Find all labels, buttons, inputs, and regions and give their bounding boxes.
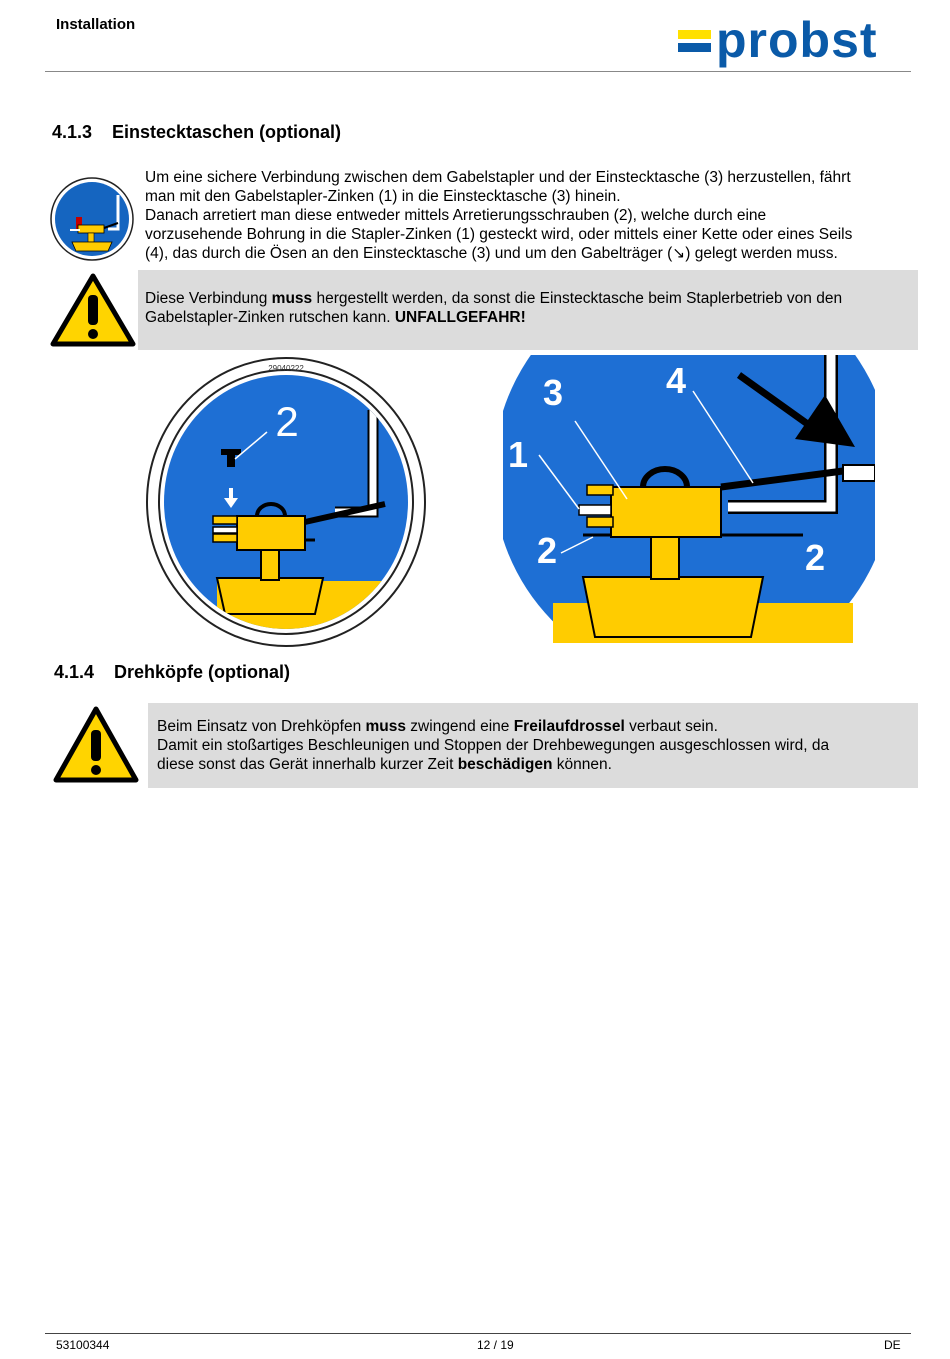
figure-label-3: 3 bbox=[542, 372, 564, 413]
figure-label-2a: 2 bbox=[536, 530, 558, 571]
body-line: Um eine sichere Verbindung zwischen dem Gabelstapler und der Einstecktasche (3) herzustellen, fährt bbox=[145, 169, 851, 186]
section-number: 4.1.4 bbox=[54, 662, 95, 682]
section-heading-414 bbox=[54, 662, 290, 683]
body-line: man mit den Gabelstapler-Zinken (1) in die Einstecktasche (3) hinein. bbox=[145, 188, 621, 205]
body-line: vorzusehende Bohrung in die Stapler-Zinken (1) gesteckt wird, oder mittels einer Kette oder eines Seils bbox=[145, 226, 853, 243]
warning-notice-414 bbox=[148, 703, 918, 788]
probst-logo bbox=[678, 12, 904, 68]
figure-label-4: 4 bbox=[665, 360, 687, 401]
header-section-title: Installation bbox=[56, 16, 136, 33]
warning-emphasis: Freilaufdrossel bbox=[513, 718, 625, 735]
warning-triangle-icon bbox=[53, 706, 139, 784]
figure-label-1: 1 bbox=[507, 434, 529, 475]
logo-bar-yellow bbox=[678, 30, 711, 39]
forklift-pocket-pictogram-icon bbox=[50, 177, 134, 261]
warning-notice-413 bbox=[138, 270, 918, 350]
warning-text: können. bbox=[552, 756, 612, 773]
warning-text: Diese Verbindung bbox=[145, 290, 272, 307]
footer-language: DE bbox=[884, 1338, 901, 1352]
logo-text: probst bbox=[716, 12, 878, 68]
warning-text: verbaut sein. bbox=[624, 718, 718, 735]
warning-text: Beim Einsatz von Drehköpfen bbox=[157, 718, 366, 735]
figure-sticker-overview bbox=[145, 356, 427, 648]
section-title: Drehköpfe (optional) bbox=[114, 662, 290, 682]
body-line: (4), das durch die Ösen an den Einstecktasche (3) und um den Gabelträger (↘) gelegt werden muss. bbox=[145, 245, 838, 262]
footer-doc-number: 53100344 bbox=[56, 1338, 110, 1352]
figure-label-2: 2 bbox=[275, 398, 299, 445]
accident-danger-label: UNFALLGEFAHR! bbox=[394, 309, 526, 326]
warning-text: Damit ein stoßartiges Beschleunigen und Stoppen der Drehbewegungen ausgeschlossen wird, da bbox=[157, 737, 830, 754]
warning-emphasis: muss bbox=[271, 290, 313, 307]
warning-text: Gabelstapler-Zinken rutschen kann. bbox=[145, 309, 395, 326]
footer-divider bbox=[45, 1333, 911, 1334]
warning-triangle-icon bbox=[50, 273, 136, 347]
header-divider bbox=[45, 71, 911, 72]
sticker-code: 29040222 bbox=[268, 364, 304, 373]
figure-label-2b: 2 bbox=[804, 537, 826, 578]
warning-text: zwingend eine bbox=[406, 718, 514, 735]
section-heading-413 bbox=[52, 122, 341, 143]
logo-bar-blue bbox=[678, 43, 711, 52]
section-title: Einstecktaschen (optional) bbox=[112, 122, 342, 142]
warning-emphasis: muss bbox=[365, 718, 406, 735]
footer-page-number: 12 / 19 bbox=[477, 1338, 514, 1352]
figure-detail-zoom bbox=[503, 355, 875, 643]
warning-text: diese sonst das Gerät innerhalb kurzer Zeit bbox=[157, 756, 458, 773]
section-number: 4.1.3 bbox=[52, 122, 93, 142]
section-413-body bbox=[145, 168, 915, 263]
warning-text: hergestellt werden, da sonst die Einstecktasche beim Staplerbetrieb von den bbox=[312, 290, 843, 307]
warning-emphasis: beschädigen bbox=[457, 756, 553, 773]
body-line: Danach arretiert man diese entweder mittels Arretierungsschrauben (2), welche durch eine bbox=[145, 207, 767, 224]
